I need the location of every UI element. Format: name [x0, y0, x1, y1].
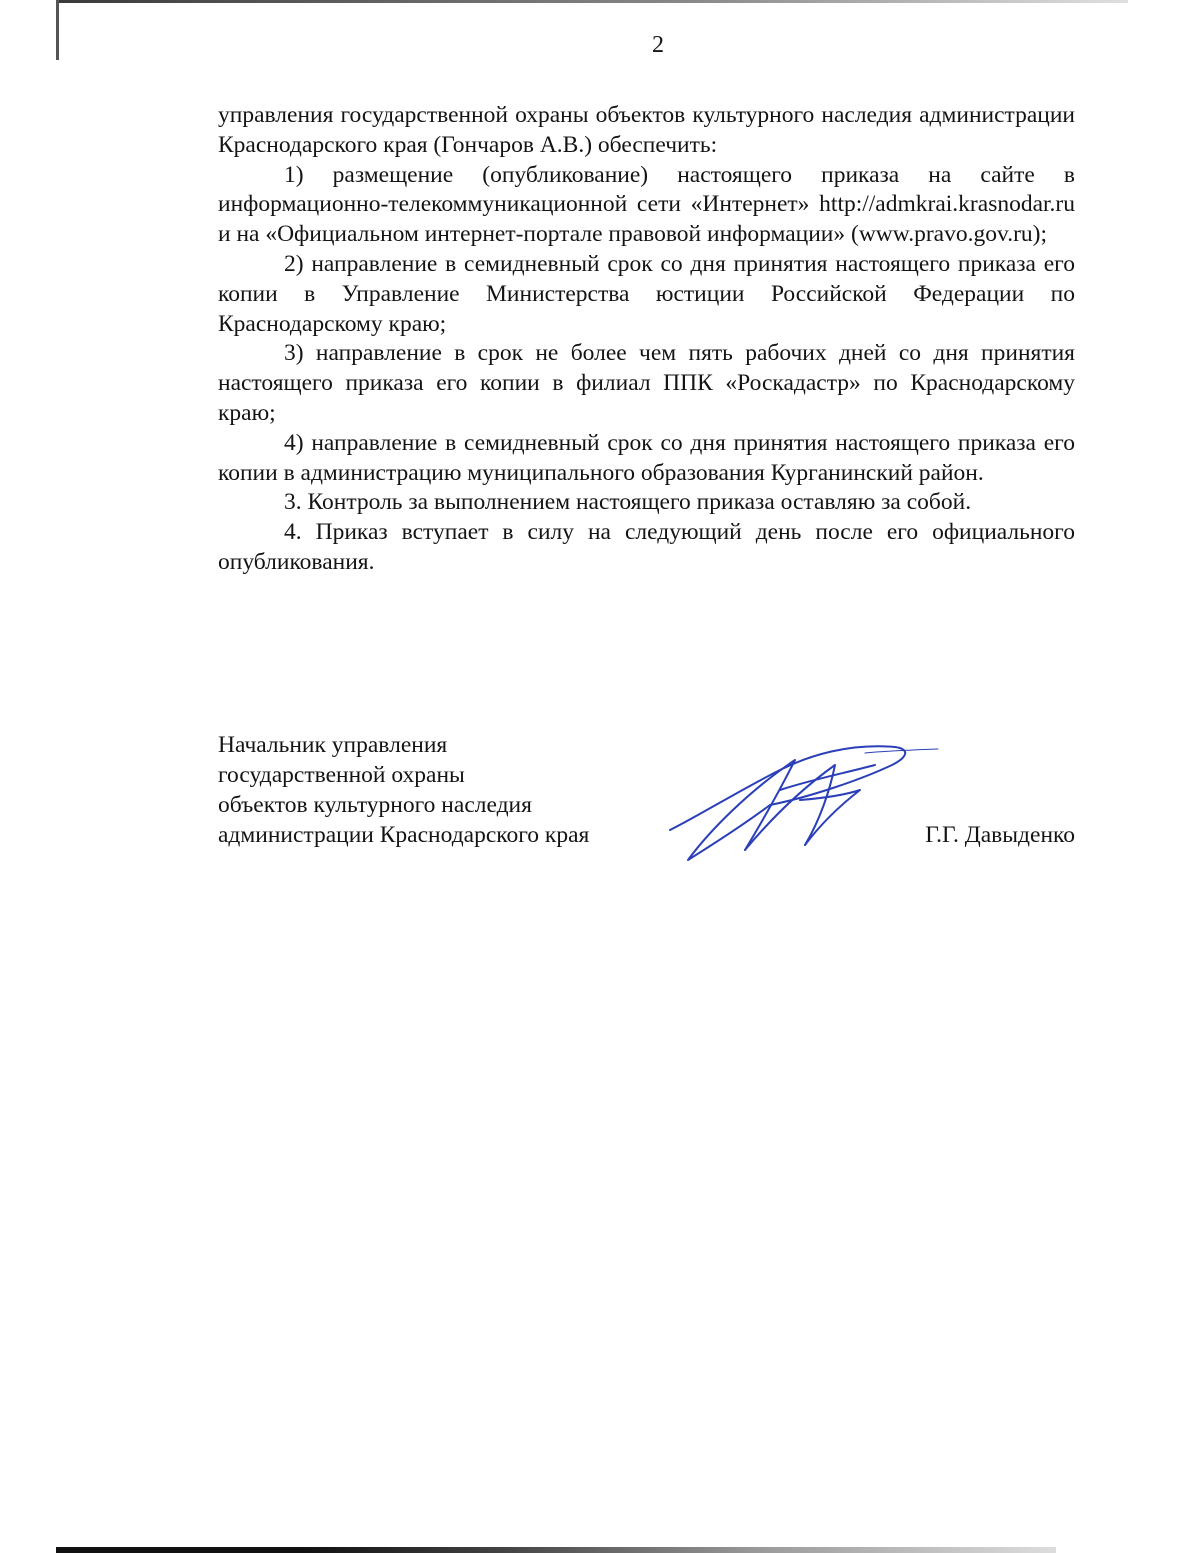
paragraph-continuation: управления государственной охраны объектов культурного наследия администрации Краснодарского края (Гончаров А.В.) обеспечить: [218, 102, 1075, 158]
handwritten-signature [660, 735, 940, 865]
scan-edge-bottom [56, 1547, 1056, 1553]
document-body [218, 101, 1075, 578]
signature-stroke [688, 760, 795, 860]
paragraph-item-4: 4) направление в семидневный срок со дня принятия настоящего приказа его копии в администрацию муниципального образования Курганинский район. [218, 429, 1075, 486]
paragraph-clause-3: 3. Контроль за выполнением настоящего приказа оставляю за собой. [284, 489, 972, 516]
signatory-title-line-1: Начальник управления [218, 732, 448, 758]
paragraph-item-2: 2) направление в семидневный срок со дня принятия настоящего приказа его копии в Управление Министерства юстиции Российской Федерации по Краснодарскому краю; [218, 250, 1075, 337]
paragraph-item-1: 1) размещение (опубликование) настоящего приказа на сайте в информационно-телекоммуникационной сети «Интернет» http://admkrai.krasnodar.ru и на «Официальном интернет-портале правовой информации» (www.pravo.gov.ru); [218, 161, 1075, 248]
paragraph-item-3: 3) направление в срок не более чем пять рабочих дней со дня принятия настоящего приказа его копии в филиал ППК «Роскадастр» по Краснодарскому краю; [218, 340, 1075, 426]
signature-block [218, 730, 1075, 850]
signatory-title-line-4: администрации Краснодарского края [218, 822, 590, 848]
signatory-title-line-3: объектов культурного наследия [218, 792, 532, 818]
signatory-title-line-2: государственной охраны [218, 762, 465, 788]
signatory-name: Г.Г. Давыденко [925, 822, 1075, 848]
paragraph-clause-4: 4. Приказ вступает в силу на следующий день после его официального опубликования. [218, 519, 1075, 575]
page-number: 2 [652, 32, 664, 58]
scan-edge-top [58, 0, 1128, 3]
